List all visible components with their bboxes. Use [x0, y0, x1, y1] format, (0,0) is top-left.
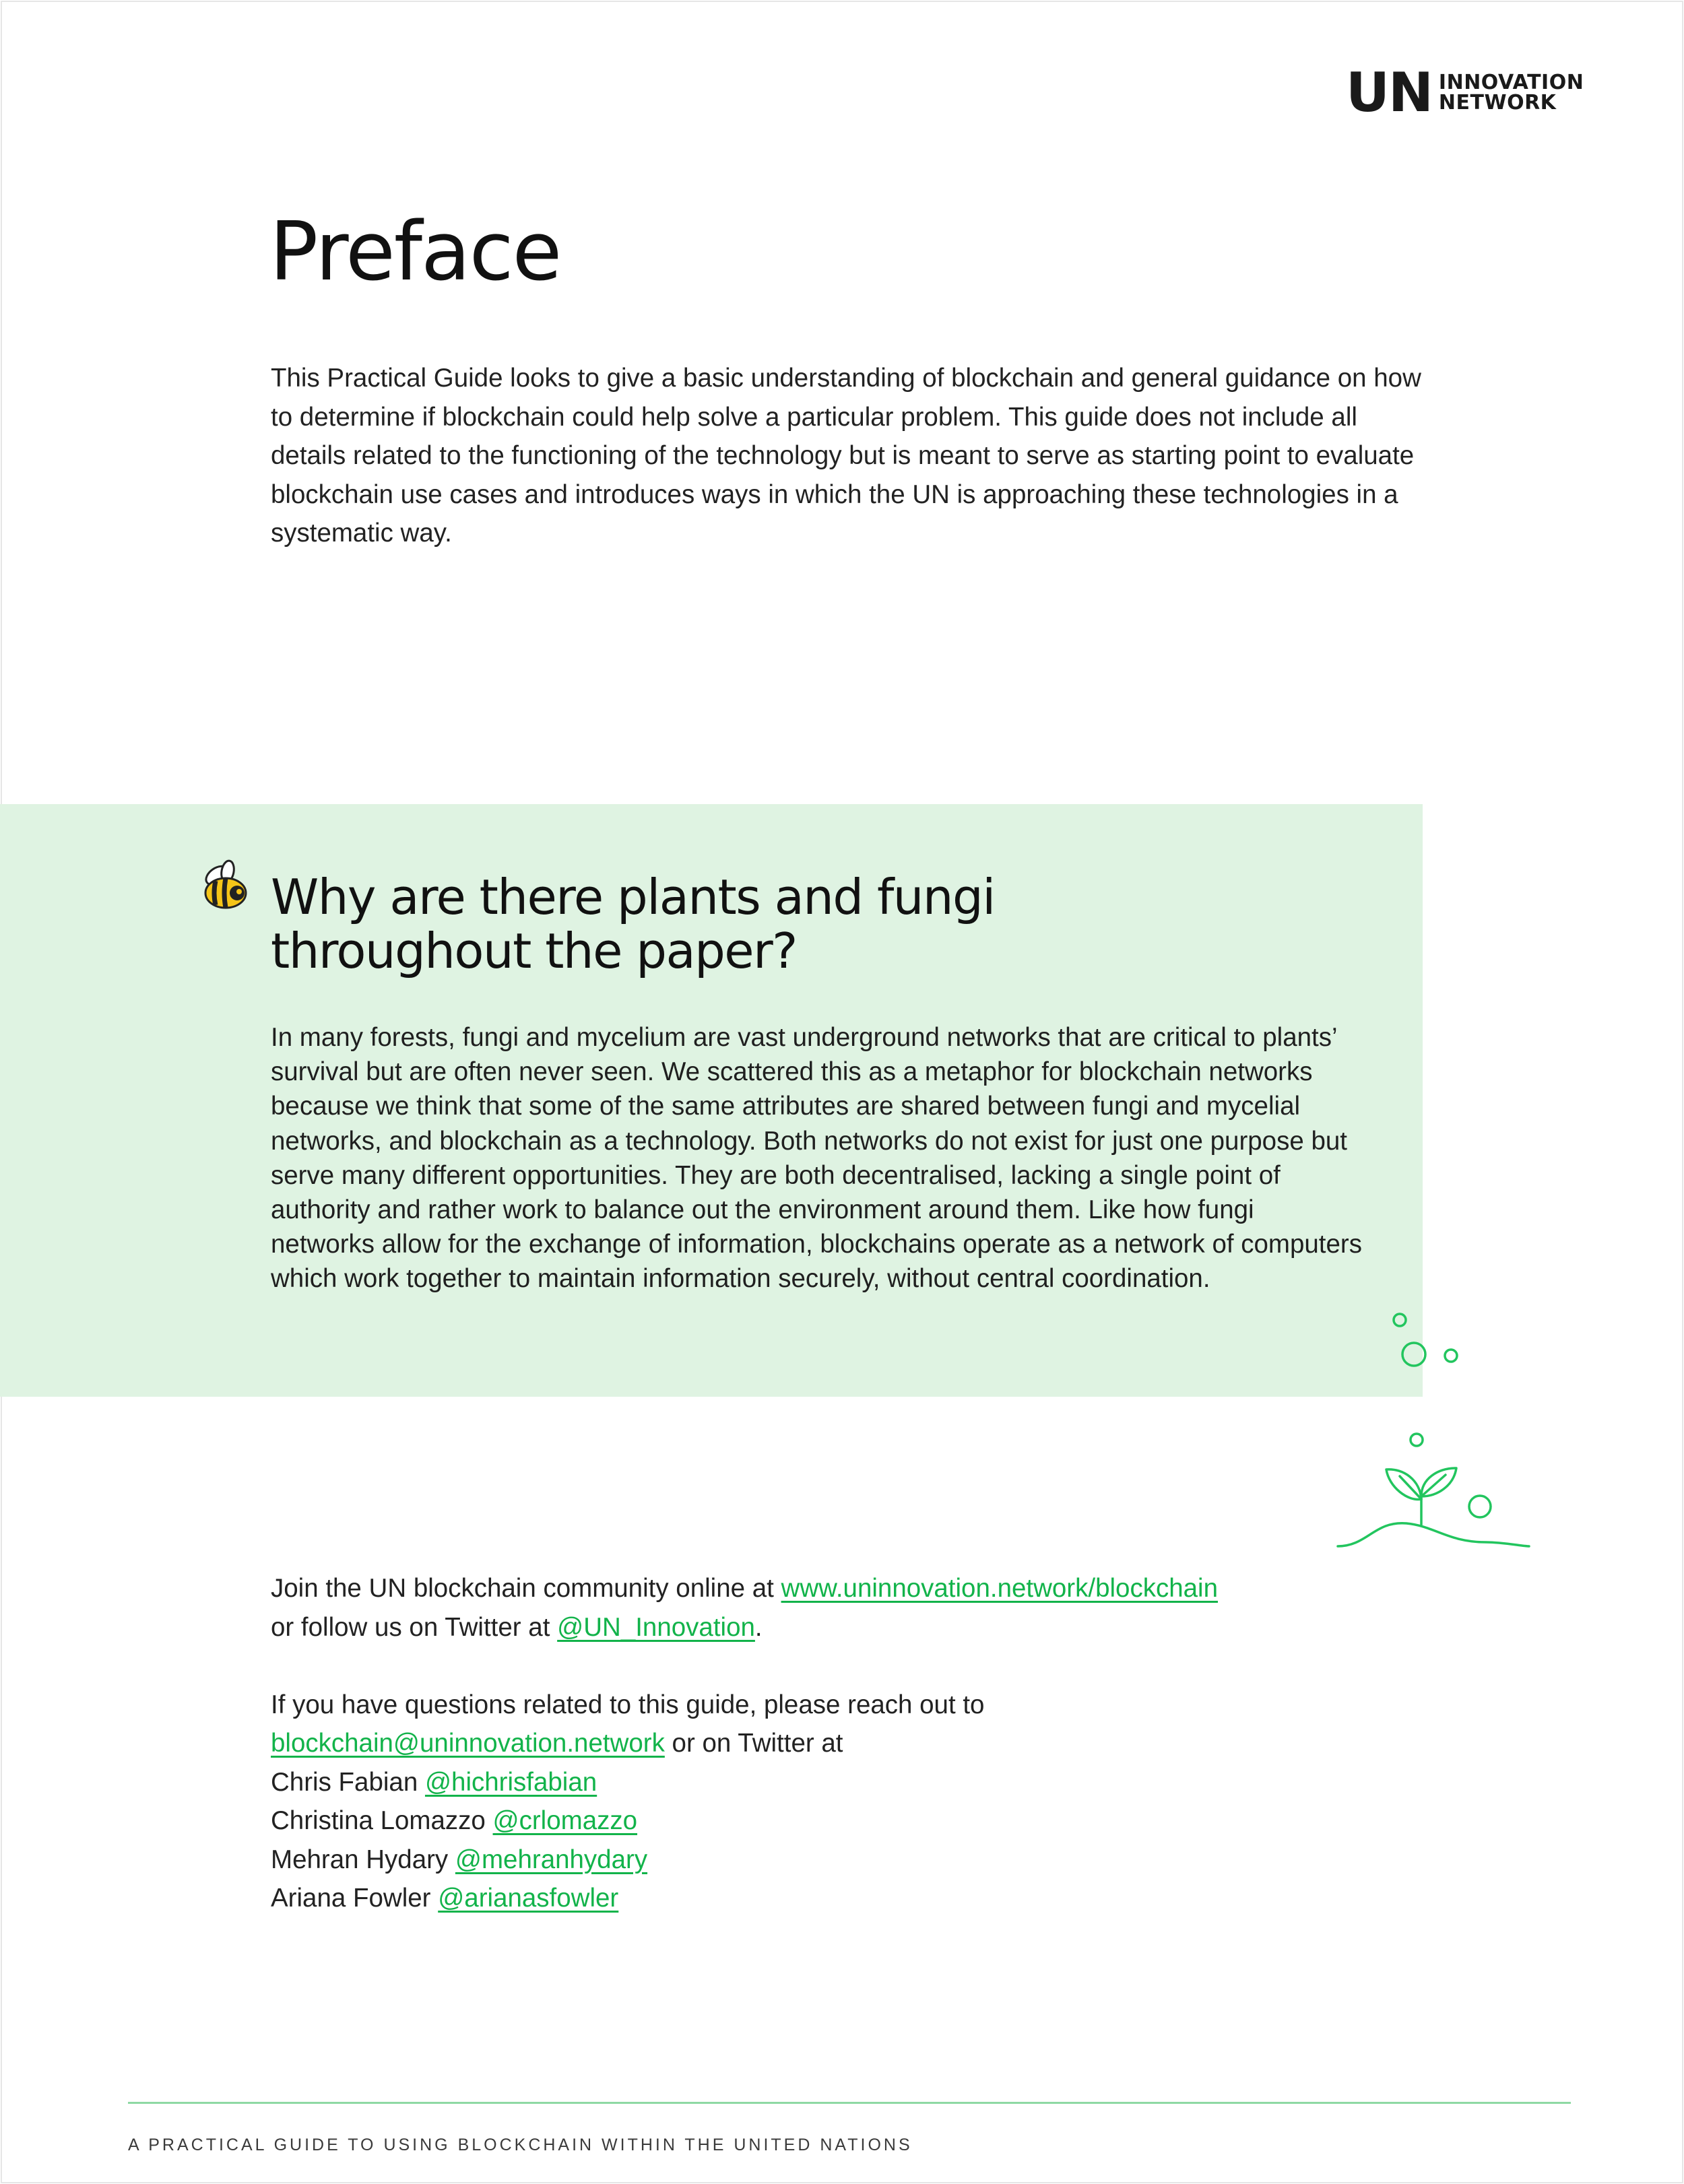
contact-section — [271, 1569, 1483, 1918]
email-suffix: or on Twitter at — [664, 1729, 843, 1758]
follow-line — [271, 1608, 1483, 1647]
un-innovation-network-logo — [1346, 61, 1584, 124]
logo-un-mark: UN — [1346, 61, 1432, 124]
join-prefix: Join the UN blockchain community online at — [271, 1574, 781, 1603]
questions-line: If you have questions related to this guide, please reach out to — [271, 1690, 985, 1719]
footer-divider — [128, 2102, 1571, 2104]
person-line — [271, 1879, 1483, 1918]
twitter-link-un-innovation[interactable]: @UN_Innovation — [557, 1612, 755, 1642]
email-link[interactable]: blockchain@uninnovation.network — [271, 1729, 665, 1758]
join-line — [271, 1569, 1483, 1608]
twitter-handle-link[interactable]: @hichrisfabian — [424, 1767, 597, 1797]
intro-paragraph: This Practical Guide looks to give a basic understanding of blockchain and general guidance on how to determine if blockchain could help solve a particular problem. This guide does not include all details related to the functioning of the technology but is meant to serve as starting point to evaluate blockchain use cases and introduces ways in which the UN is approaching these technologies in a systematic way. — [271, 364, 1421, 548]
person-name: Mehran Hydary — [271, 1845, 455, 1874]
twitter-handle-link[interactable]: @crlomazzo — [492, 1806, 638, 1835]
follow-suffix: . — [754, 1612, 763, 1642]
person-name: Christina Lomazzo — [271, 1806, 493, 1835]
person-line — [271, 1841, 1483, 1880]
logo-line-2: NETWORK — [1438, 91, 1557, 114]
spacer — [271, 1647, 1483, 1686]
callout-body: In many forests, fungi and mycelium are vast underground networks that are critical to plants’ survival but are often never seen. We scattered this as a metaphor for blockchain networks because we think that some of the same attributes are shared between fungi and mycelial networks, and blockchain as a technology. Both networks do not exist for just one purpose but serve many different opportunities. They are both decentralised, lacking a single point of authority and rather work to balance out the environment around them. Like how fungi networks allow for the exchange of information, blockchains operate as a network of computers which work together to maintain information securely, without central coordination. — [271, 1023, 1362, 1294]
logo-line-1: INNOVATION — [1438, 71, 1584, 94]
person-line — [271, 1763, 1483, 1802]
person-line — [271, 1801, 1483, 1841]
callout-title: Why are there plants and fungi throughout the paper? — [271, 869, 995, 979]
community-link[interactable]: www.uninnovation.network/blockchain — [781, 1574, 1218, 1603]
twitter-handle-link[interactable]: @arianasfowler — [438, 1884, 619, 1913]
follow-prefix: or follow us on Twitter at — [271, 1612, 558, 1642]
page-title: Preface — [269, 205, 561, 299]
person-name: Chris Fabian — [271, 1767, 425, 1797]
sprout-illustration — [1327, 1306, 1536, 1556]
logo-wordmark — [1439, 73, 1584, 113]
footer-running-title: A PRACTICAL GUIDE TO USING BLOCKCHAIN WITHIN THE UNITED NATIONS — [128, 2136, 913, 2154]
email-line — [271, 1724, 1483, 1763]
person-name: Ariana Fowler — [271, 1884, 439, 1913]
twitter-handle-link[interactable]: @mehranhydary — [455, 1845, 648, 1874]
bee-icon — [195, 855, 256, 916]
